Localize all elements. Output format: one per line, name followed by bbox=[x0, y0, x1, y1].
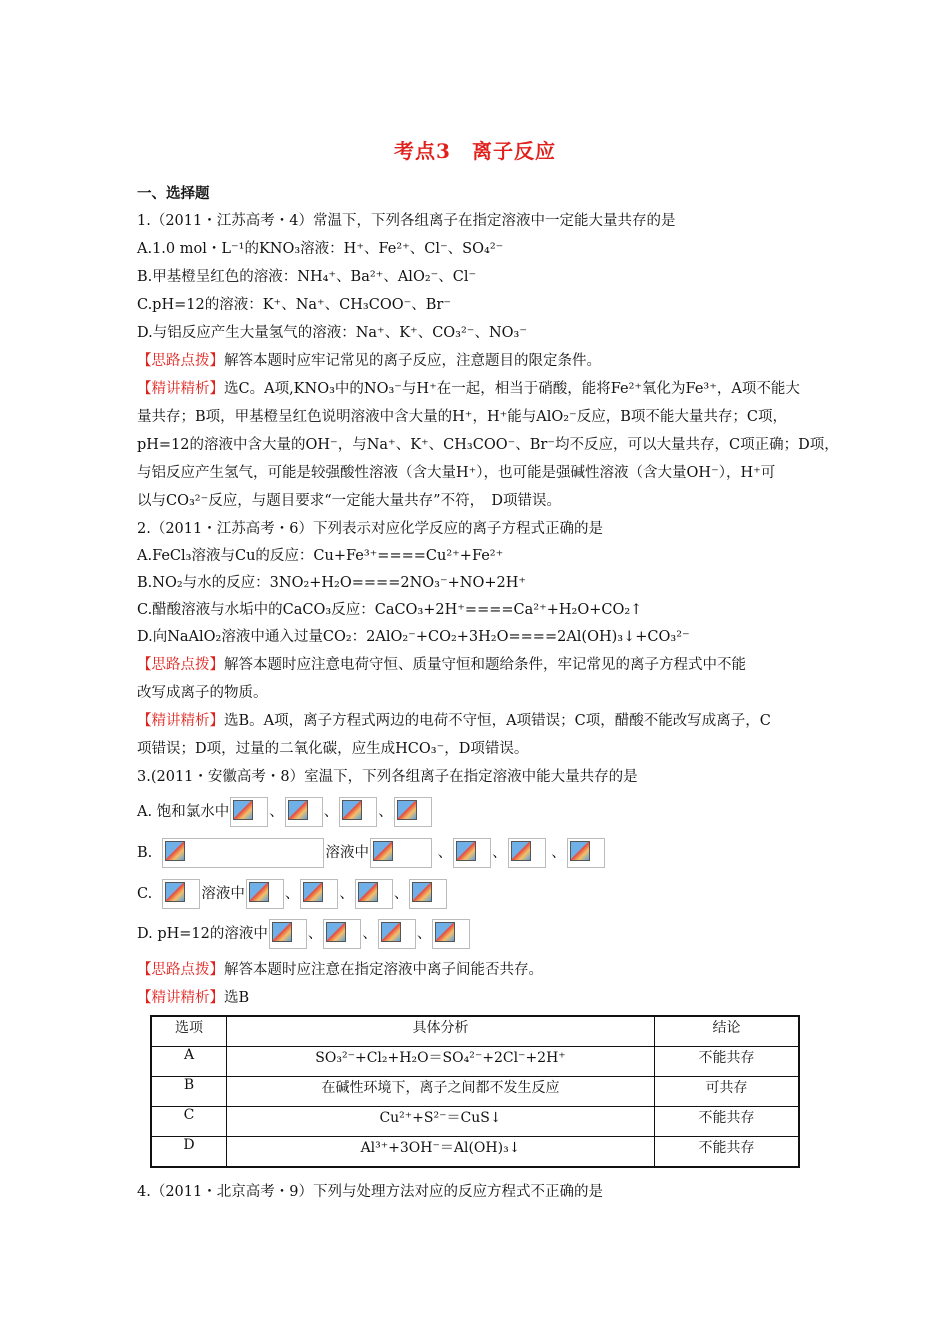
option-b-mid: 溶液中 bbox=[325, 845, 369, 861]
q2-analysis-2: 项错误；D项，过量的二氧化碳，应生成HCO₃⁻，D项错误。 bbox=[137, 741, 529, 757]
analysis-label: 【精讲精析】 bbox=[137, 990, 224, 1006]
broken-image-icon bbox=[162, 838, 324, 868]
q1-option-c: C.pH=12的溶液：K⁺、Na⁺、CH₃COO⁻、Br⁻ bbox=[137, 297, 452, 313]
q4-stem: 4.（2011・北京高考・9）下列与处理方法对应的反应方程式不正确的是 bbox=[137, 1184, 603, 1200]
option-b-prefix: B. bbox=[137, 845, 153, 861]
broken-image-icon bbox=[370, 838, 432, 868]
q1-stem: 1.（2011・江苏高考・4）常温下，下列各组离子在指定溶液中一定能大量共存的是 bbox=[137, 213, 676, 229]
table-row bbox=[151, 1137, 799, 1168]
broken-image-icon bbox=[355, 879, 393, 909]
broken-image-icon bbox=[508, 838, 546, 868]
broken-image-icon bbox=[269, 919, 307, 949]
broken-image-icon bbox=[246, 879, 284, 909]
separator: 、 bbox=[362, 926, 377, 942]
hint-text: 解答本题时应注意电荷守恒、质量守恒和题给条件，牢记常见的离子方程式中不能 bbox=[224, 657, 746, 673]
table-cell: A bbox=[151, 1047, 227, 1077]
separator: 、 bbox=[339, 886, 354, 902]
table-row bbox=[151, 1107, 799, 1137]
q2-hint-1 bbox=[137, 653, 746, 677]
analysis-text: 选B。A项，离子方程式两边的电荷不守恒，A项错误；C项，醋酸不能改写成离子，C bbox=[224, 713, 771, 729]
q1-hint bbox=[137, 349, 601, 373]
broken-image-icon bbox=[323, 919, 361, 949]
broken-image-icon bbox=[339, 797, 377, 827]
broken-image-icon bbox=[285, 797, 323, 827]
page-title: 考点3 离子反应 bbox=[394, 139, 556, 163]
table-row bbox=[151, 1077, 799, 1107]
q2-analysis-1 bbox=[137, 709, 771, 733]
q2-option-d: D.向NaAlO₂溶液中通入过量CO₂：2AlO₂⁻+CO₂+3H₂O====2Al(OH)₃↓+CO₃²⁻ bbox=[137, 629, 690, 645]
separator: 、 bbox=[416, 926, 432, 942]
section-heading: 一、选择题 bbox=[137, 185, 210, 202]
table-cell: 不能共存 bbox=[655, 1047, 800, 1077]
option-a-prefix: A. 饱和氯水中 bbox=[137, 804, 230, 820]
q3-option-b bbox=[137, 838, 606, 868]
broken-image-icon bbox=[378, 919, 416, 949]
q3-analysis bbox=[137, 986, 249, 1010]
hint-label: 【思路点拨】 bbox=[137, 657, 224, 673]
separator: 、 bbox=[551, 845, 566, 861]
analysis-label: 【精讲精析】 bbox=[137, 381, 224, 397]
q1-analysis-4: 与铝反应产生氢气，可能是较强酸性溶液（含大量H⁺），也可能是强碱性溶液（含大量OH⁻），H⁺可 bbox=[137, 465, 776, 481]
q2-hint-2: 改写成离子的物质。 bbox=[137, 685, 268, 701]
q2-option-a: A.FeCl₃溶液与Cu的反应：Cu+Fe³⁺====Cu²⁺+Fe²⁺ bbox=[137, 548, 504, 564]
q1-analysis-1 bbox=[137, 377, 800, 401]
separator: 、 bbox=[307, 926, 323, 942]
hint-text: 解答本题时应注意在指定溶液中离子间能否共存。 bbox=[224, 962, 543, 978]
q1-analysis-2: 量共存；B项，甲基橙呈红色说明溶液中含大量的H⁺，H⁺能与AlO₂⁻反应，B项不能大量共存；C项， bbox=[137, 409, 787, 425]
analysis-table bbox=[150, 1015, 800, 1168]
broken-image-icon bbox=[300, 879, 338, 909]
table-header-cell: 选项 bbox=[151, 1016, 227, 1047]
hint-label: 【思路点拨】 bbox=[137, 353, 224, 369]
table-cell: 可共存 bbox=[655, 1077, 800, 1107]
table-header-row bbox=[151, 1016, 799, 1047]
separator: 、 bbox=[284, 886, 300, 902]
q1-option-d: D.与铝反应产生大量氢气的溶液：Na⁺、K⁺、CO₃²⁻、NO₃⁻ bbox=[137, 325, 527, 341]
table-cell: Cu²⁺+S²⁻＝CuS↓ bbox=[227, 1107, 655, 1137]
q3-option-d bbox=[137, 919, 471, 949]
option-c-mid: 溶液中 bbox=[201, 886, 245, 902]
table-cell: B bbox=[151, 1077, 227, 1107]
table-cell: D bbox=[151, 1137, 227, 1168]
q2-option-c: C.醋酸溶液与水垢中的CaCO₃反应：CaCO₃+2H⁺====Ca²⁺+H₂O+CO₂↑ bbox=[137, 602, 643, 618]
analysis-text: 选C。A项,KNO₃中的NO₃⁻与H⁺在一起，相当于硝酸，能将Fe²⁺氧化为Fe³⁺，A项不能大 bbox=[224, 381, 800, 397]
table-cell: SO₃²⁻+Cl₂+H₂O＝SO₄²⁻+2Cl⁻+2H⁺ bbox=[227, 1047, 655, 1077]
analysis-text: 选B bbox=[224, 990, 250, 1006]
q1-analysis-3: pH=12的溶液中含大量的OH⁻，与Na⁺、K⁺、CH₃COO⁻、Br⁻均不反应，可以大量共存，C项正确；D项， bbox=[137, 437, 839, 453]
separator: 、 bbox=[492, 845, 507, 861]
analysis-label: 【精讲精析】 bbox=[137, 713, 224, 729]
broken-image-icon bbox=[567, 838, 605, 868]
broken-image-icon bbox=[409, 879, 447, 909]
q1-option-b: B.甲基橙呈红色的溶液：NH₄⁺、Ba²⁺、AlO₂⁻、Cl⁻ bbox=[137, 269, 477, 285]
q2-option-b: B.NO₂与水的反应：3NO₂+H₂O====2NO₃⁻+NO+2H⁺ bbox=[137, 575, 527, 591]
broken-image-icon bbox=[162, 879, 200, 909]
separator: 、 bbox=[437, 845, 453, 861]
q1-option-a: A.1.0 mol・L⁻¹的KNO₃溶液：H⁺、Fe²⁺、Cl⁻、SO₄²⁻ bbox=[137, 241, 504, 257]
q3-hint bbox=[137, 958, 543, 982]
broken-image-icon bbox=[230, 797, 268, 827]
option-d-prefix: D. pH=12的溶液中 bbox=[137, 926, 268, 942]
q3-stem: 3.(2011・安徽高考・8）室温下，下列各组离子在指定溶液中能大量共存的是 bbox=[137, 769, 638, 785]
separator: 、 bbox=[393, 886, 409, 902]
table-cell: 在碱性环境下，离子之间都不发生反应 bbox=[227, 1077, 655, 1107]
table-cell: 不能共存 bbox=[655, 1137, 800, 1168]
q2-stem: 2.（2011・江苏高考・6）下列表示对应化学反应的离子方程式正确的是 bbox=[137, 521, 603, 537]
separator: 、 bbox=[269, 804, 284, 820]
broken-image-icon bbox=[453, 838, 491, 868]
broken-image-icon bbox=[394, 797, 432, 827]
separator: 、 bbox=[323, 804, 339, 820]
table-row bbox=[151, 1047, 799, 1077]
q3-option-a bbox=[137, 797, 433, 827]
table-header-cell: 结论 bbox=[655, 1016, 800, 1047]
q1-analysis-5: 以与CO₃²⁻反应，与题目要求“一定能大量共存”不符， D项错误。 bbox=[137, 493, 561, 509]
separator: 、 bbox=[378, 804, 393, 820]
broken-image-icon bbox=[432, 919, 470, 949]
q3-option-c bbox=[137, 879, 448, 909]
table-cell: Al³⁺+3OH⁻＝Al(OH)₃↓ bbox=[227, 1137, 655, 1168]
hint-text: 解答本题时应牢记常见的离子反应，注意题目的限定条件。 bbox=[224, 353, 601, 369]
table-cell: C bbox=[151, 1107, 227, 1137]
table-cell: 不能共存 bbox=[655, 1107, 800, 1137]
table-header-cell: 具体分析 bbox=[227, 1016, 655, 1047]
option-c-prefix: C. bbox=[137, 886, 153, 902]
hint-label: 【思路点拨】 bbox=[137, 962, 224, 978]
